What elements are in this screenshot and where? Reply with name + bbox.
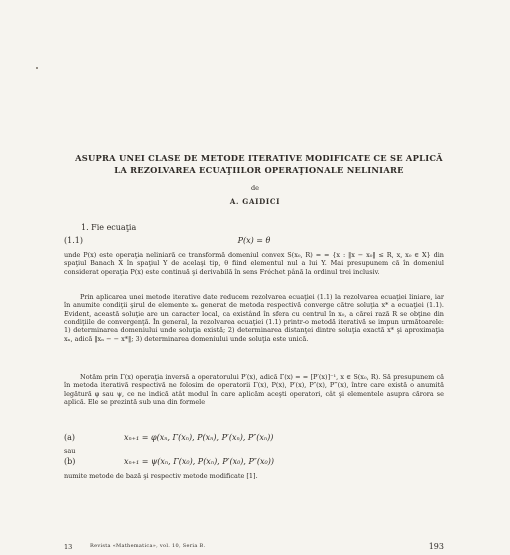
equation-tag: (1.1) [64,236,83,245]
by-line: de [250,184,259,192]
equation-a [64,432,444,444]
footer-signature: 13 [64,543,73,551]
equation-tag: (b) [64,457,76,466]
section-heading: 1. Fie ecuaţia [81,223,137,232]
paragraph-1: unde P(x) este operaţia neliniară ce transformă domeniul convex S(x₀, R) = = {x : ‖x − x₀‖ ≤ R, x, x₀ ∈ X} din spaţiul Banach X în spaţiul Y de acelaşi tip, θ fiind elementul nul a lui Y. Mai presupunem că în domeniul considerat operaţia P(x) este continuă şi derivabilă în sens Fréchet până la ordinul trei inclusiv. [64,251,444,276]
equation-tag: (a) [64,433,76,442]
page-footer [64,543,444,552]
scan-dot [36,67,38,69]
equation-body: P(x) = θ [237,236,271,245]
paragraph-3: Notăm prin Γ(x) operaţia inversă a operatorului P′(x), adică Γ(x) = = [P′(x)]⁻¹, x ∈ S(x₀, R). Să presupunem că în metoda iterativă respectivă ne folosim de operatorii Γ(x), P(x), P′(x), P″(x), P‴(x), între care există o anumită legătură φ sau ψ, ce ne indică atât modul în care aplicăm aceşti operatori, cât şi elementele asupra cărora se aplică. Ele se prezintă sub una din formele [64,373,444,407]
footer-journal: Revista «Mathematica», vol. 10, Seria B. [90,543,206,549]
equation-body: xₙ₊₁ = ψ(xₙ, Γ(x₀), P(xₙ), P′(x₀), P″(x₀)) [124,457,274,466]
equation-b [64,456,444,468]
page-number: 193 [428,542,444,551]
author-name: A. GAIDICI [229,197,281,206]
article-title: ASUPRA UNEI CLASE DE METODE ITERATIVE MODIFICATE CE SE APLICĂ LA REZOLVAREA ECUAŢIILOR OPERAŢIONALE NELINIARE [75,153,443,175]
paragraph-4: numite metode de bază şi respectiv metode modificate [1]. [64,472,258,480]
equation-1-1 [64,235,444,247]
conjunction-sau: sau [64,447,76,455]
paragraph-2: Prin aplicarea unei metode iterative date reducem rezolvarea ecuaţiei (1.1) la rezolvarea ecuaţiei liniare, iar în anumite condiţii şirul de elemente xₙ generat de metoda respectivă converge către soluţia x* a ecuaţiei (1.1). Evident, această soluţie are un caracter local, ca existând în sfera cu centrul în x₀, a cărei rază R se obţine din condiţiile de convergenţă. În general, la rezolvarea ecuaţiei (1.1) printr-o metodă iterativă se impun următoarele: 1) determinarea domeniului unde soluţia există; 2) determinarea distanţei dintre soluţia exactă x* şi aproximaţia xₙ, adică ‖xₙ − − x*‖; 3) determinarea domeniului unde soluţia este unică. [64,293,444,343]
equation-body: xₙ₊₁ = φ(xₙ, Γ(xₙ), P(xₙ), P′(xₙ), P″(xₙ)) [124,433,274,442]
